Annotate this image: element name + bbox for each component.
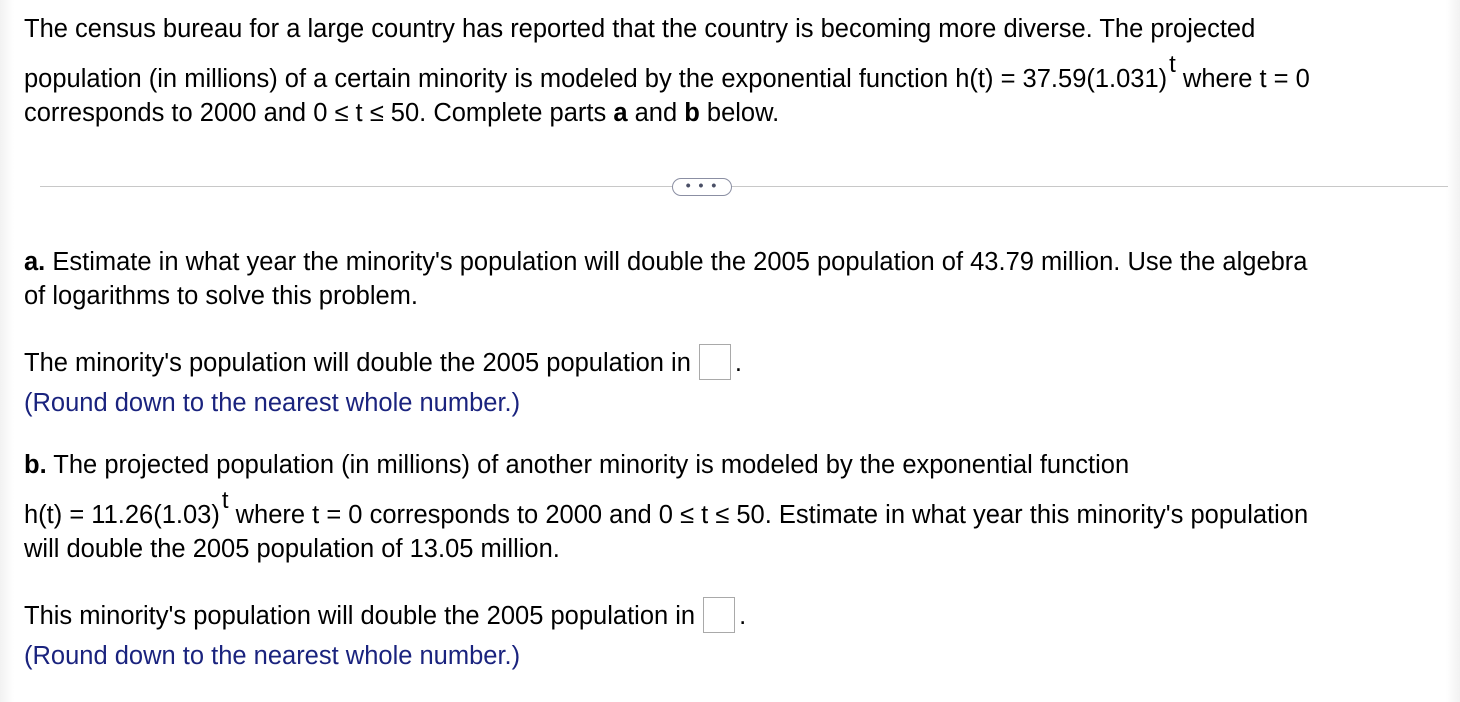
part-a-answer-prefix: The minority's population will double the 2005 population in [24,349,691,377]
section-divider [40,186,1448,187]
right-edge-shade [1446,0,1460,702]
part-b-question-text-2: where t = 0 corresponds to 2000 and 0 ≤ t ≤ 50. Estimate in what year this minority's population [228,501,1309,529]
part-b-hint [24,639,520,673]
exponent-t-b: t [221,486,229,514]
part-b-question-line-2 [24,486,1309,532]
part-b-ref: b [684,99,700,127]
intro-text-3-end: below. [699,99,780,127]
part-b-answer-input[interactable] [703,597,735,633]
part-b-answer-period: . [739,602,747,630]
intro-line-1 [24,12,1255,46]
intro-text-1: The census bureau for a large country has reported that the country is becoming more diverse. The projected [24,15,1256,43]
intro-text-3: corresponds to 2000 and 0 ≤ t ≤ 50. Complete parts [24,99,614,127]
part-b-label: b. [24,451,47,479]
part-a-answer-input[interactable] [699,344,731,380]
part-b-question-text-1: The projected population (in millions) of another minority is modeled by the exponential function [46,451,1130,479]
part-a-question-line-2 [24,279,418,313]
part-b-answer-line [24,599,746,635]
intro-and: and [627,99,685,127]
part-a-question-text-1: Estimate in what year the minority's population will double the 2005 population of 43.79 million. Use the algebra [45,248,1308,276]
intro-line-3 [24,96,779,130]
part-a-hint-text: (Round down to the nearest whole number.) [24,389,521,417]
ellipsis-icon: • • • [685,176,719,193]
part-a-answer-period: . [734,349,742,377]
part-b-hint-text: (Round down to the nearest whole number.) [24,642,521,670]
part-b-answer-prefix: This minority's population will double the 2005 population in [24,602,696,630]
left-edge-shade [0,0,14,702]
intro-text-2-end: where t = 0 [1175,65,1310,93]
part-b-question-line-3 [24,532,560,566]
part-a-ref: a [613,99,628,127]
part-a-answer-line [24,346,742,382]
part-a-question-text-2: of logarithms to solve this problem. [24,282,419,310]
exponent-t: t [1169,50,1176,78]
intro-line-2 [24,50,1310,96]
part-b-question-text-3: will double the 2005 population of 13.05 million. [24,535,560,563]
intro-text-2: population (in millions) of a certain minority is modeled by the exponential function h(t) = 37.59(1.031) [24,65,1168,93]
part-a-label: a. [24,248,46,276]
expand-more-button[interactable] [672,178,732,196]
part-a-hint [24,386,520,420]
part-a-question-line-1 [24,245,1307,279]
part-b-function: h(t) = 11.26(1.03) [24,501,220,529]
part-b-question-line-1 [24,448,1129,482]
